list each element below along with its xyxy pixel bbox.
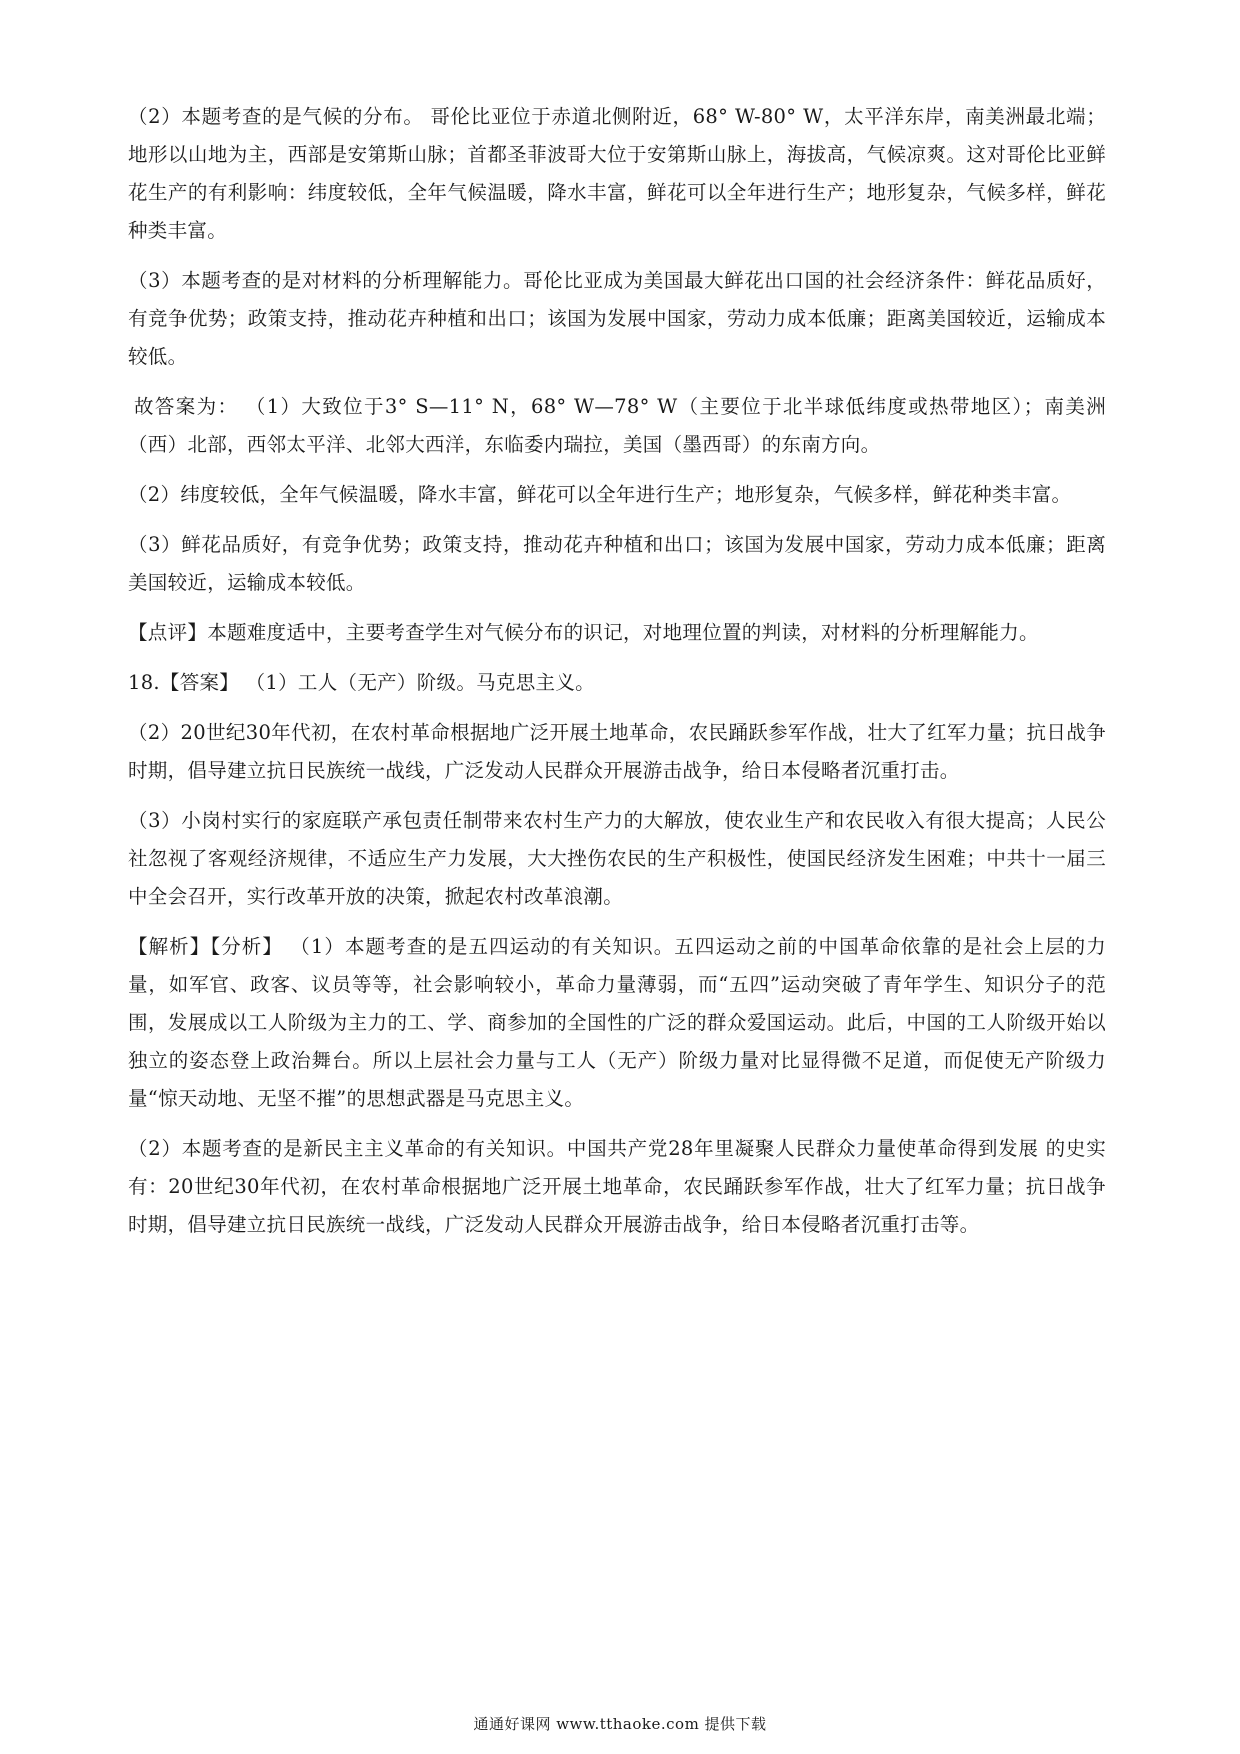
paragraph-q17-answer-3: （3）鲜花品质好，有竞争优势；政策支持，推动花卉种植和出口；该国为发展中国家，劳动力成本低廉；距离美国较近，运输成本较低。 xyxy=(128,533,1106,594)
paragraph-q17-3-analysis: （3）本题考查的是对材料的分析理解能力。哥伦比亚成为美国最大鲜花出口国的社会经济条件：鲜花品质好，有竞争优势；政策支持，推动花卉种植和出口；该国为发展中国家，劳动力成本低廉；距离美国较近，运输成本较低。 xyxy=(128,269,1106,368)
paragraph-q18-answer-3: （3）小岗村实行的家庭联产承包责任制带来农村生产力的大解放，使农业生产和农民收入有很大提高；人民公社忽视了客观经济规律，不适应生产力发展，大大挫伤农民的生产积极性，使国民经济发生困难；中共十一届三中全会召开，实行改革开放的决策，掀起农村改革浪潮。 xyxy=(128,809,1106,908)
page-footer: 通通好课网 www.tthaoke.com 提供下载 xyxy=(473,1715,767,1733)
document-body xyxy=(128,98,1106,1256)
paragraph-q17-answer-1: 故答案为： （1）大致位于3° S—11° N，68° W—78° W（主要位于北半球低纬度或热带地区）；南美洲（西）北部，西邻太平洋、北邻大西洋，东临委内瑞拉，美国（墨西哥）的东南方向。 xyxy=(128,395,1106,456)
paragraph-q17-2-analysis: （2）本题考查的是气候的分布。 哥伦比亚位于赤道北侧附近，68° W-80° W，太平洋东岸，南美洲最北端；地形以山地为主，西部是安第斯山脉；首都圣菲波哥大位于安第斯山脉上，海拔高，气候凉爽。这对哥伦比亚鲜花生产的有利影响：纬度较低，全年气候温暖，降水丰富，鲜花可以全年进行生产；地形复杂，气候多样，鲜花种类丰富。 xyxy=(128,105,1106,242)
paragraph-q18-answer-2: （2）20世纪30年代初，在农村革命根据地广泛开展土地革命，农民踊跃参军作战，壮大了红军力量；抗日战争时期，倡导建立抗日民族统一战线，广泛发动人民群众开展游击战争，给日本侵略者沉重打击。 xyxy=(128,721,1106,782)
paragraph-q18-analysis-1: 【解析】【分析】 （1）本题考查的是五四运动的有关知识。五四运动之前的中国革命依靠的是社会上层的力量，如军官、政客、议员等等，社会影响较小，革命力量薄弱，而“五四”运动突破了青年学生、知识分子的范围，发展成以工人阶级为主力的工、学、商参加的全国性的广泛的群众爱国运动。此后，中国的工人阶级开始以独立的姿态登上政治舞台。所以上层社会力量与工人（无产）阶级力量对比显得微不足道，而促使无产阶级力量“惊天动地、无坚不摧”的思想武器是马克思主义。 xyxy=(128,935,1106,1110)
paragraph-q17-answer-2: （2）纬度较低，全年气候温暖，降水丰富，鲜花可以全年进行生产；地形复杂，气候多样，鲜花种类丰富。 xyxy=(128,483,1072,506)
paragraph-q18-analysis-2: （2）本题考查的是新民主主义革命的有关知识。中国共产党28年里凝聚人民群众力量使革命得到发展 的史实有：20世纪30年代初，在农村革命根据地广泛开展土地革命，农民踊跃参军作战，壮大了红军力量；抗日战争时期，倡导建立抗日民族统一战线，广泛发动人民群众开展游击战争，给日本侵略者沉重打击等。 xyxy=(128,1137,1106,1236)
paragraph-q18-answer-1: 18.【答案】 （1）工人（无产）阶级。马克思主义。 xyxy=(128,671,595,694)
paragraph-q17-comment: 【点评】本题难度适中，主要考查学生对气候分布的识记，对地理位置的判读，对材料的分析理解能力。 xyxy=(128,621,1039,644)
